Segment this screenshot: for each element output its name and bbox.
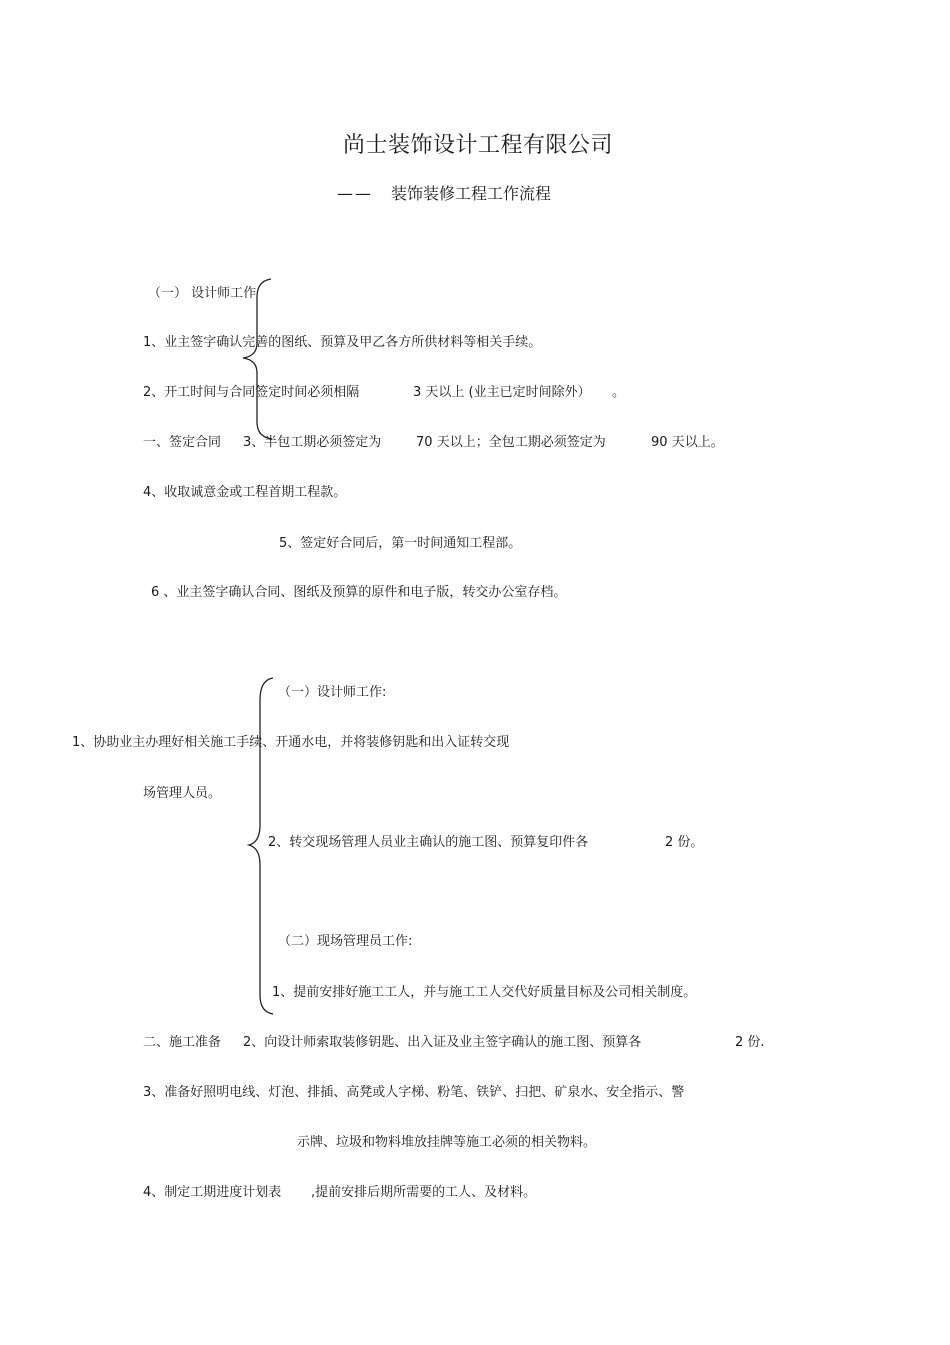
item-text: 业主签字确认完善的图纸、预算及甲乙各方所供材料等相关手续。 bbox=[164, 335, 542, 350]
item-text: 签定好合同后，第一时间通知工程部。 bbox=[300, 536, 522, 551]
item-text: 准备好照明电线、灯泡、排插、高凳或人字梯、粉笔、铁铲、扫把、矿泉水、安全指示、警 bbox=[164, 1085, 685, 1100]
item-text: 业主签字确认合同、图纸及预算的原件和电子版，转交办公室存档。 bbox=[176, 585, 567, 600]
section2-group1-item-2 bbox=[268, 835, 588, 851]
item-text: 协助业主办理好相关施工手续、开通水电，并将装修钥匙和出入证转交现 bbox=[93, 735, 510, 750]
item-value: 2 bbox=[665, 835, 674, 850]
item-mid: 天以上；全包工期必须签定为 bbox=[436, 435, 606, 450]
section2-group2-item-3-cont: 示牌、垃圾和物料堆放挂牌等施工必须的相关物料。 bbox=[297, 1135, 597, 1150]
document-title: 尚士装饰设计工程有限公司 bbox=[342, 133, 613, 158]
section1-item-2-value bbox=[413, 385, 591, 401]
item-number: 6 、 bbox=[151, 585, 177, 600]
item-suffix: 天以上 (业主已定时间除外） bbox=[425, 385, 591, 400]
item-text: 开工时间与合同签定时间必须相隔 bbox=[164, 385, 360, 400]
item-value: 3 bbox=[413, 385, 422, 400]
section1-item-5 bbox=[279, 536, 521, 552]
section2-group2-item-4-end: ,提前安排后期所需要的工人、及材料。 bbox=[311, 1185, 537, 1200]
item-number: 3、 bbox=[243, 435, 265, 450]
section1-group-label: （一） 设计师工作 bbox=[148, 286, 257, 301]
item-number: 1、 bbox=[272, 985, 294, 1000]
item-suffix: 份。 bbox=[677, 835, 704, 850]
item-number: 4、 bbox=[143, 485, 165, 500]
item-number: 1、 bbox=[72, 735, 94, 750]
item-number: 3、 bbox=[143, 1085, 165, 1100]
subtitle-dash: —— bbox=[337, 184, 373, 203]
item-number: 2、 bbox=[243, 1035, 265, 1050]
section2-group1-item-1-cont: 场管理人员。 bbox=[143, 786, 222, 801]
section2-group1-item-2-end bbox=[665, 835, 703, 851]
section1-item-3-mid bbox=[416, 435, 606, 451]
item-number: 5、 bbox=[279, 536, 301, 551]
section1-item-3 bbox=[243, 435, 381, 451]
item-value: 2 bbox=[735, 1035, 744, 1050]
section2-group1-item-1 bbox=[72, 735, 509, 751]
item-number: 4、 bbox=[143, 1185, 165, 1200]
item-number: 1、 bbox=[143, 335, 165, 350]
section2-group1-label: （一）设计师工作: bbox=[278, 685, 387, 700]
section2-group2-item-2 bbox=[243, 1035, 641, 1051]
item-suffix: 天以上。 bbox=[671, 435, 724, 450]
section2-group2-item-1 bbox=[272, 985, 696, 1001]
section2-label: 二、施工准备 bbox=[143, 1035, 222, 1050]
section1-item-1 bbox=[143, 335, 541, 351]
item-text: 提前安排好施工工人，并与施工工人交代好质量目标及公司相关制度。 bbox=[293, 985, 697, 1000]
section2-group2-item-2-end bbox=[735, 1035, 765, 1051]
item-text: 制定工期进度计划表 bbox=[164, 1185, 282, 1200]
item-text: 向设计师索取装修钥匙、出入证及业主签字确认的施工图、预算各 bbox=[264, 1035, 642, 1050]
section2-group2-label: （二）现场管理员工作: bbox=[278, 934, 413, 949]
item-value: 70 bbox=[416, 435, 433, 450]
section1-item-4 bbox=[143, 485, 346, 501]
item-suffix: 份. bbox=[747, 1035, 765, 1050]
item-number: 2、 bbox=[143, 385, 165, 400]
item-text: 收取诚意金或工程首期工程款。 bbox=[164, 485, 347, 500]
section1-item-2-end: 。 bbox=[612, 385, 626, 400]
section1-label: 一、签定合同 bbox=[143, 435, 222, 450]
item-value: 90 bbox=[651, 435, 668, 450]
item-text: 半包工期必须签定为 bbox=[264, 435, 382, 450]
section1-item-3-end bbox=[651, 435, 724, 451]
item-text: 转交现场管理人员业主确认的施工图、预算复印件各 bbox=[289, 835, 589, 850]
section2-group2-item-4 bbox=[143, 1185, 281, 1201]
section1-item-6 bbox=[151, 585, 566, 601]
subtitle-text: 装饰装修工程工作流程 bbox=[391, 184, 552, 203]
item-number: 2、 bbox=[268, 835, 290, 850]
section1-item-2 bbox=[143, 385, 359, 401]
section2-group2-item-3 bbox=[143, 1085, 684, 1101]
